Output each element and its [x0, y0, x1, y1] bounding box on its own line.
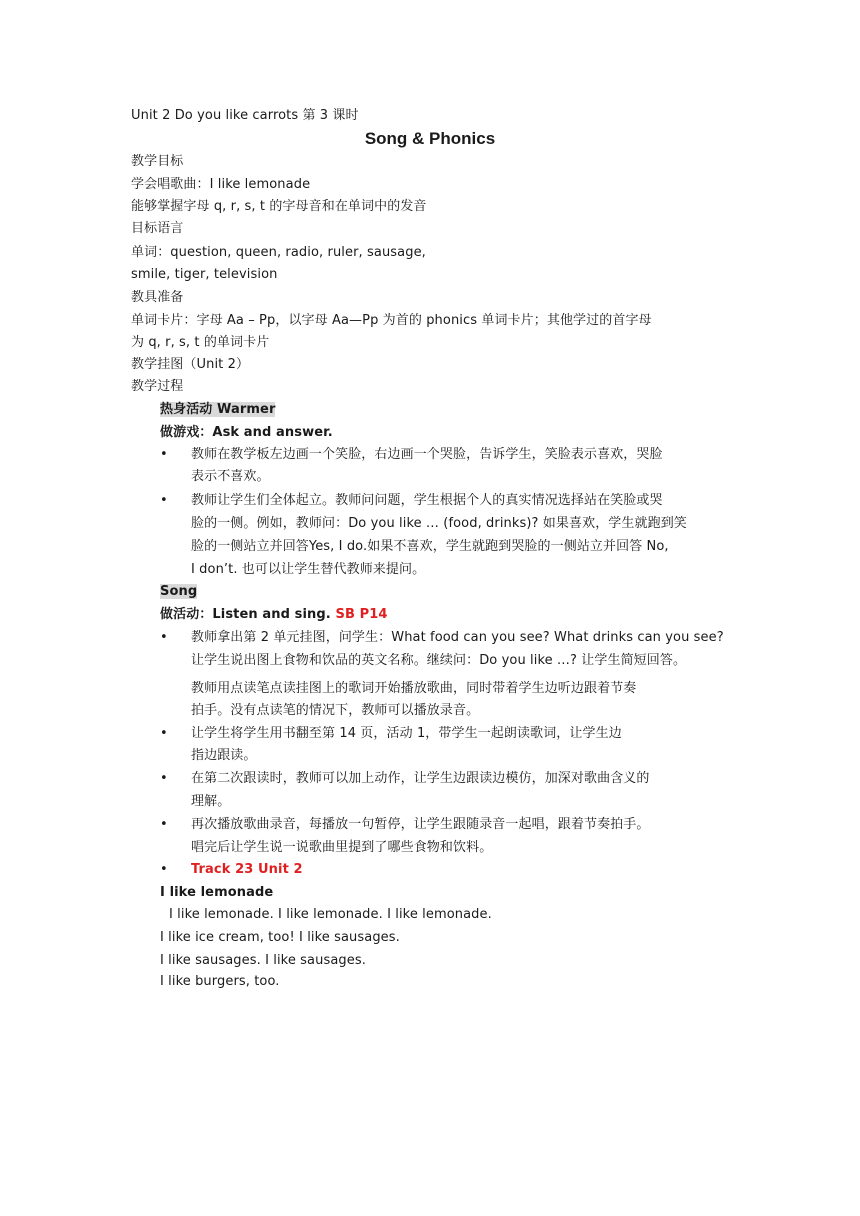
song-heading-text: Song [160, 584, 198, 599]
game-label: 做游戏： [160, 425, 213, 440]
materials-heading: 教具准备 [131, 290, 184, 305]
words-line-2: smile, tiger, television [131, 267, 278, 282]
cards-line-2: 为 q, r, s, t 的单词卡片 [131, 335, 270, 350]
bullet: • [160, 862, 168, 877]
process-heading: 教学过程 [131, 379, 184, 394]
song-s1-l4: 拍手。没有点读笔的情况下，教师可以播放录音。 [191, 703, 480, 718]
activity-title: Listen and sing. [212, 607, 331, 622]
activity-line [160, 606, 388, 624]
lyrics-title: I like lemonade [160, 885, 274, 900]
game-line [160, 424, 333, 442]
bullet: • [160, 771, 168, 786]
bullet: • [160, 630, 168, 645]
warmer-b2-l2: 脸的一侧。例如，教师问：Do you like … (food, drinks)? 如果喜欢，学生就跑到笑 [191, 516, 687, 531]
song-s1-l2: 让学生说出图上食物和饮品的英文名称。继续问：Do you like …? 让学生简短回答。 [191, 653, 687, 668]
warmer-heading [160, 401, 275, 419]
bullet: • [160, 726, 168, 741]
song-s4-l1: 再次播放歌曲录音，每播放一句暂停，让学生跟随录音一起唱，跟着节奏拍手。 [191, 817, 650, 832]
warmer-b1-l1: 教师在教学板左边画一个笑脸，右边画一个哭脸，告诉学生，笑脸表示喜欢，哭脸 [191, 447, 663, 462]
warmer-heading-text: 热身活动 Warmer [160, 402, 276, 417]
track-line: Track 23 Unit 2 [191, 862, 303, 877]
language-heading: 目标语言 [131, 221, 184, 236]
unit-line: Unit 2 Do you like carrots 第 3 课时 [131, 108, 359, 123]
game-title: Ask and answer. [212, 425, 333, 440]
song-s2-l2: 指边跟读。 [191, 748, 257, 763]
poster-line: 教学挂图（Unit 2） [131, 357, 250, 372]
song-s1-l3: 教师用点读笔点读挂图上的歌词开始播放歌曲，同时带着学生边听边跟着节奏 [191, 681, 637, 696]
song-s1-l1: 教师拿出第 2 单元挂图，问学生：What food can you see? What drinks can you see? [191, 630, 724, 645]
cards-line-1: 单词卡片：字母 Aa – Pp，以字母 Aa—Pp 为首的 phonics 单词卡片；其他学过的首字母 [131, 313, 652, 328]
song-s4-l2: 唱完后让学生说一说歌曲里提到了哪些食物和饮料。 [191, 840, 493, 855]
lyrics-line-4: I like burgers, too. [160, 974, 280, 989]
words-line-1: 单词：question, queen, radio, ruler, sausage, [131, 245, 426, 260]
bullet: • [160, 493, 168, 508]
bullet: • [160, 447, 168, 462]
bullet: • [160, 817, 168, 832]
objectives-heading: 教学目标 [131, 154, 184, 169]
song-heading [160, 583, 197, 601]
objectives-line-2: 能够掌握字母 q, r, s, t 的字母音和在单词中的发音 [131, 199, 427, 214]
warmer-b2-l3: 脸的一侧站立并回答Yes, I do.如果不喜欢，学生就跑到哭脸的一侧站立并回答 No, [191, 539, 669, 554]
lyrics-line-3: I like sausages. I like sausages. [160, 953, 366, 968]
lyrics-line-1: I like lemonade. I like lemonade. I like lemonade. [169, 907, 492, 922]
objectives-line-1: 学会唱歌曲：I like lemonade [131, 177, 311, 192]
warmer-b2-l1: 教师让学生们全体起立。教师问问题，学生根据个人的真实情况选择站在笑脸或哭 [191, 493, 663, 508]
song-s2-l1: 让学生将学生用书翻至第 14 页，活动 1，带学生一起朗读歌词，让学生边 [191, 726, 622, 741]
activity-ref: SB P14 [335, 607, 388, 622]
song-s3-l2: 理解。 [191, 794, 231, 809]
page-title: Song & Phonics [364, 129, 496, 148]
lyrics-line-2: I like ice cream, too! I like sausages. [160, 930, 400, 945]
activity-label: 做活动： [160, 607, 213, 622]
warmer-b1-l2: 表示不喜欢。 [191, 469, 270, 484]
song-s3-l1: 在第二次跟读时，教师可以加上动作，让学生边跟读边模仿，加深对歌曲含义的 [191, 771, 650, 786]
warmer-b2-l4: I don’t. 也可以让学生替代教师来提问。 [191, 562, 426, 577]
